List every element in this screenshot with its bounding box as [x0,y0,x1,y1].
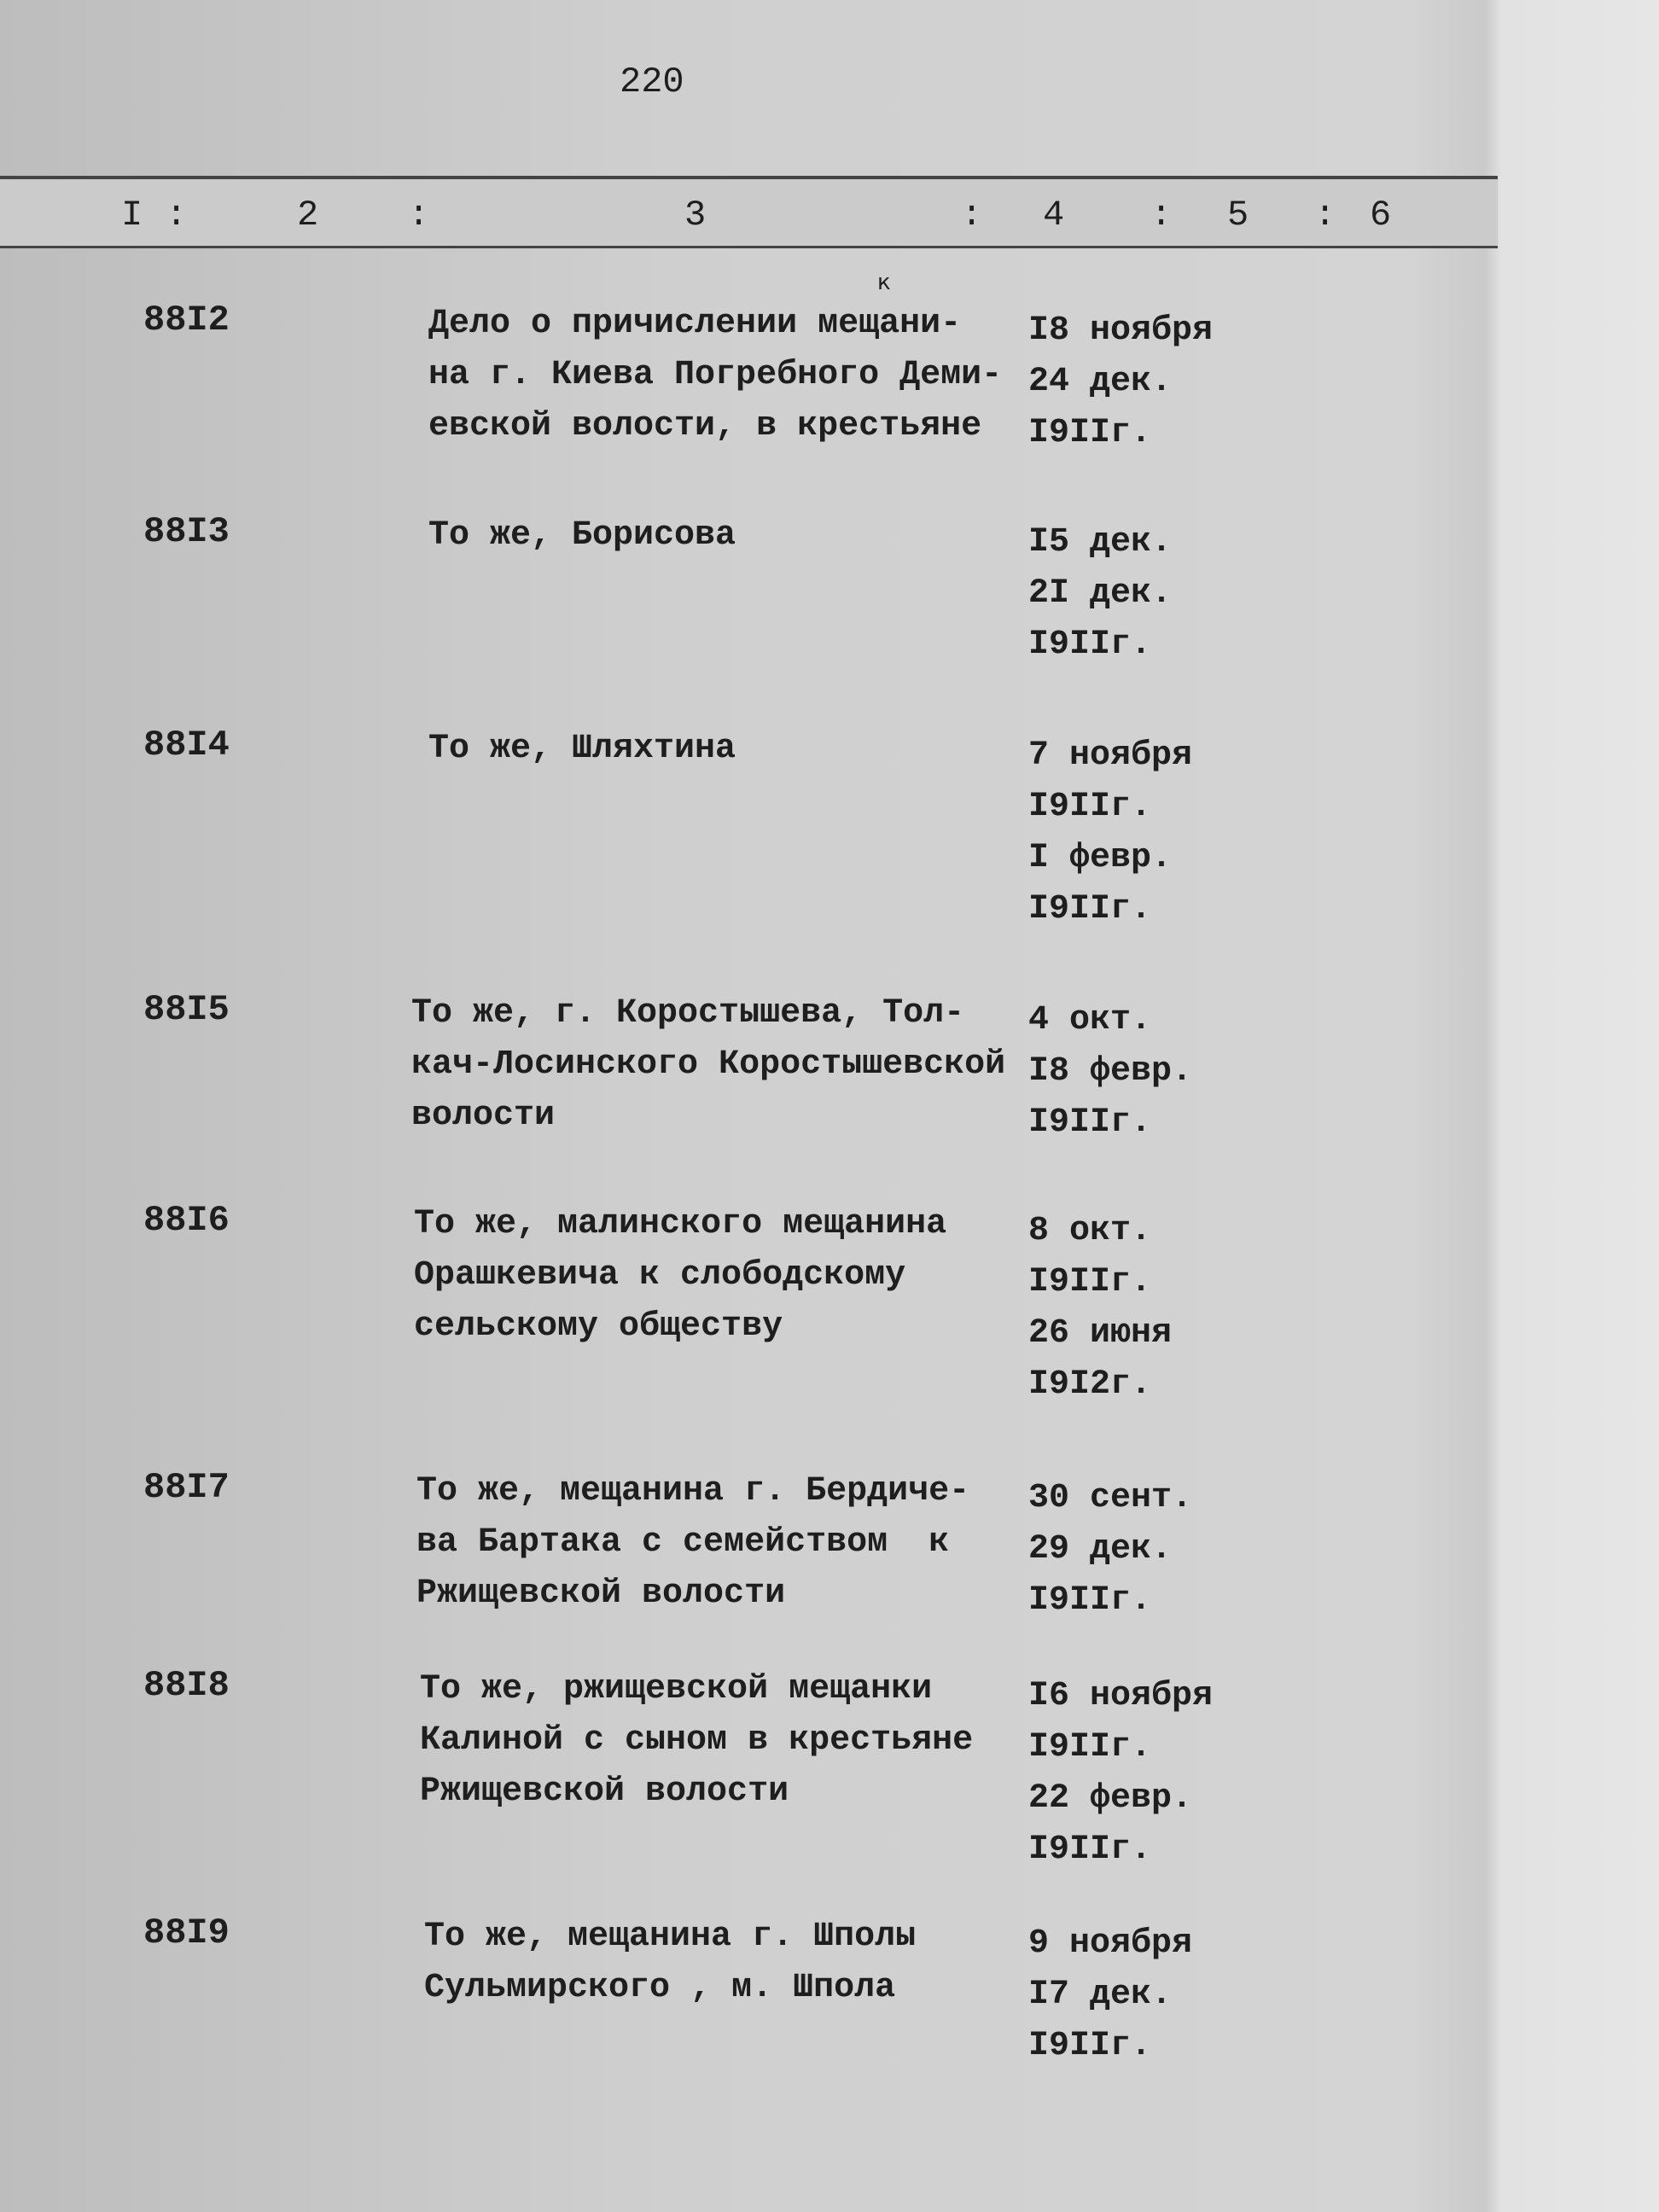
case-dates [1028,1918,1192,2072]
description-line: кач-Лосинского Коростышевской [411,1045,1006,1084]
date-line: 30 сент. [1028,1479,1193,1517]
case-dates [1028,995,1192,1149]
description-line: То же, г. Коростышева, Тол- [411,994,965,1033]
case-dates [1028,517,1172,671]
date-line: 9 ноября [1028,1924,1193,1963]
description-line: Калиной с сыном в крестьяне [420,1721,974,1760]
case-number: 88I8 [143,1665,230,1706]
case-description [411,988,1005,1142]
date-line: I9IIг. [1028,1581,1152,1620]
case-number: 88I3 [143,511,230,552]
case-description [416,1466,969,1620]
description-line: Ржищевской волости [420,1773,789,1811]
handwritten-correction: к [877,270,891,295]
description-line: То же, Шляхтина [428,730,736,768]
col-sep: : [1314,195,1336,236]
date-line: I9IIг. [1028,788,1152,826]
description-line: ва Бартака с семейством к [416,1523,950,1562]
date-line: 4 окт. [1028,1001,1152,1039]
col-sep: : [408,195,430,236]
table-header [0,179,1498,247]
date-line: I9IIг. [1028,1103,1152,1142]
case-number: 88I9 [143,1912,230,1953]
date-line: I7 дек. [1028,1976,1173,2014]
case-number: 88I6 [143,1200,230,1241]
date-line: I6 ноября [1028,1677,1214,1715]
col-sep: : [1150,195,1173,236]
description-line: Сульмирского , м. Шпола [424,1969,896,2007]
description-line: То же, ржищевской мещанки [420,1670,933,1708]
description-line: евской волости, в крестьяне [428,407,982,445]
description-line: на г. Киева Погребного Деми- [428,356,1003,394]
description-line: Ржищевской волости [416,1575,786,1613]
date-line: 7 ноября [1028,736,1193,775]
date-line: I9IIг. [1028,1728,1152,1767]
col-sep: : [961,195,983,236]
case-description [420,1664,973,1818]
date-line: I9IIг. [1028,890,1152,928]
description-line: То же, Борисова [428,516,736,555]
date-line: I9IIг. [1028,1831,1152,1869]
date-line: 8 окт. [1028,1212,1152,1250]
date-line: I9IIг. [1028,1263,1152,1301]
date-line: 22 февр. [1028,1779,1193,1818]
case-number: 88I5 [143,989,230,1030]
case-number: 88I7 [143,1467,230,1508]
description-line: Дело о причислении мещани- [428,305,962,343]
case-description [414,1199,946,1353]
description-line: То же, мещанина г. Шполы [424,1918,917,1956]
date-line: 2I дек. [1028,574,1173,613]
page-number: 220 [620,61,684,102]
case-description [428,299,1002,452]
date-line: I9IIг. [1028,414,1152,452]
description-line: сельскому обществу [414,1307,783,1346]
case-number: 88I4 [143,725,230,765]
case-dates [1028,731,1192,935]
case-dates [1028,1473,1192,1627]
date-line: I февр. [1028,839,1173,877]
date-line: I9IIг. [1028,626,1152,664]
col-header-3: 3 [684,195,707,236]
col-header-5: 5 [1227,195,1249,236]
description-line: То же, мещанина г. Бердиче- [416,1472,970,1511]
col-header-2: 2 [297,195,319,236]
case-number: 88I2 [143,300,230,341]
header-bottom-rule [0,246,1498,248]
description-line: То же, малинского мещанина [414,1205,947,1243]
date-line: 24 дек. [1028,363,1173,401]
col-header-6: 6 [1370,195,1392,236]
case-description [428,724,736,775]
case-description [428,510,736,562]
description-line: волости [411,1097,556,1135]
date-line: I8 ноября [1028,311,1214,350]
date-line: I9IIг. [1028,2027,1152,2065]
case-description [424,1912,916,2014]
col-header-4: 4 [1043,195,1065,236]
date-line: I8 февр. [1028,1052,1193,1091]
date-line: I5 дек. [1028,523,1173,562]
description-line: Орашкевича к слободскому [414,1256,906,1295]
case-dates [1028,1671,1213,1876]
date-line: I9I2г. [1028,1365,1152,1404]
col-header-1: I [121,195,143,236]
col-sep: : [166,195,188,236]
date-line: 26 июня [1028,1314,1173,1353]
header-top-rule [0,176,1498,179]
case-dates [1028,1206,1172,1411]
date-line: 29 дек. [1028,1530,1173,1569]
case-dates [1028,306,1213,459]
